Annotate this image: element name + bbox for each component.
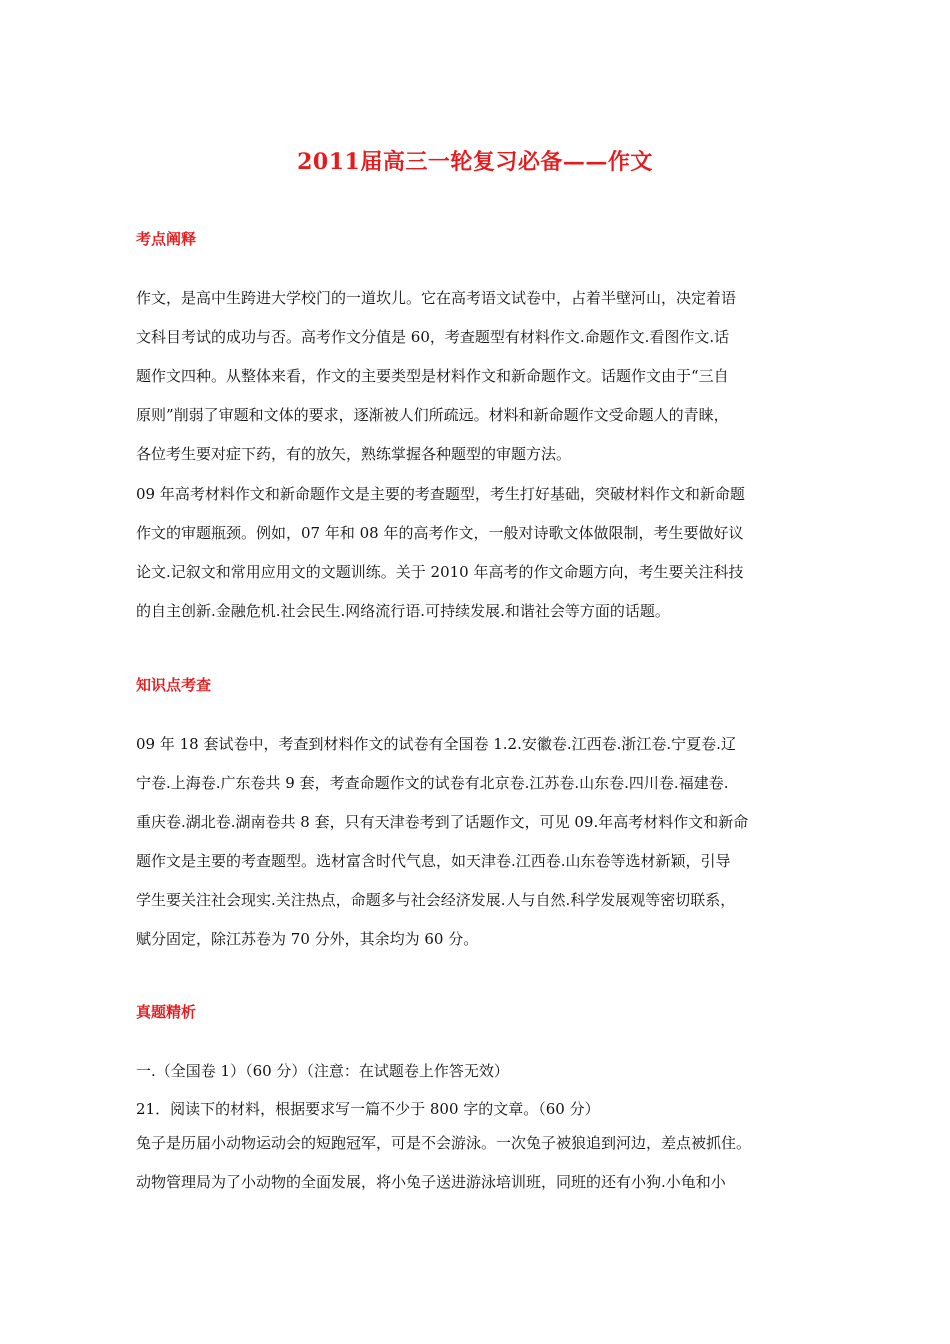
paragraph-line: 原则”削弱了审题和文体的要求，逐渐被人们所疏远。材料和新命题作文受命题人的青睐，: [136, 406, 729, 424]
paragraph-line: 赋分固定，除江苏卷为 70 分外，其余均为 60 分。: [136, 930, 479, 948]
paragraph-line: 作文，是高中生跨进大学校门的一道坎儿。它在高考语文试卷中，占着半壁河山，决定着语: [136, 289, 737, 307]
paragraph-line: 动物管理局为了小动物的全面发展，将小兔子送进游泳培训班，同班的还有小狗.小龟和小: [136, 1173, 726, 1191]
section-heading-zhenti: 真题精析: [136, 1003, 197, 1021]
paragraph-line: 09 年高考材料作文和新命题作文是主要的考查题型，考生打好基础，突破材料作文和新命题: [136, 485, 745, 503]
paragraph-line: 题作文是主要的考查题型。选材富含时代气息，如天津卷.江西卷.山东卷等选材新颖，引导: [136, 852, 731, 870]
paragraph-line: 09 年 18 套试卷中，考查到材料作文的试卷有全国卷 1.2.安徽卷.江西卷.浙江卷.宁夏卷.辽: [136, 735, 736, 753]
paragraph-line: 题作文四种。从整体来看，作文的主要类型是材料作文和新命题作文。话题作文由于“三自: [136, 367, 729, 385]
paragraph-line: 兔子是历届小动物运动会的短跑冠军，可是不会游泳。一次兔子被狼追到河边，差点被抓住。: [136, 1134, 752, 1152]
paragraph-line: 作文的审题瓶颈。例如，07 年和 08 年的高考作文，一般对诗歌文体做限制，考生要做好议: [136, 524, 744, 542]
paragraph-line: 各位考生要对症下药，有的放矢，熟练掌握各种题型的审题方法。: [136, 445, 572, 463]
section-heading-kaodian: 考点阐释: [136, 230, 197, 248]
paragraph-line: 一.（全国卷 1）（60 分）（注意：在试题卷上作答无效）: [136, 1062, 509, 1080]
paragraph-line: 学生要关注社会现实.关注热点，命题多与社会经济发展.人与自然.科学发展观等密切联系，: [136, 891, 736, 909]
paragraph-line: 重庆卷.湖北卷.湖南卷共 8 套，只有天津卷考到了话题作文，可见 09.年高考材料作文和新命: [136, 813, 749, 831]
paragraph-line: 宁卷.上海卷.广东卷共 9 套，考查命题作文的试卷有北京卷.江苏卷.山东卷.四川卷.福建卷.: [136, 774, 729, 792]
document-title: 2011届高三一轮复习必备——作文: [297, 149, 653, 175]
section-heading-zhishidian: 知识点考查: [136, 676, 212, 694]
paragraph-line: 的自主创新.金融危机.社会民生.网络流行语.可持续发展.和谐社会等方面的话题。: [136, 602, 670, 620]
paragraph-line: 21．阅读下的材料，根据要求写一篇不少于 800 字的文章。（60 分）: [136, 1100, 600, 1118]
paragraph-line: 论文.记叙文和常用应用文的文题训练。关于 2010 年高考的作文命题方向，考生要关注科技: [136, 563, 744, 581]
paragraph-line: 文科目考试的成功与否。高考作文分值是 60，考查题型有材料作文.命题作文.看图作文.话: [136, 328, 730, 346]
